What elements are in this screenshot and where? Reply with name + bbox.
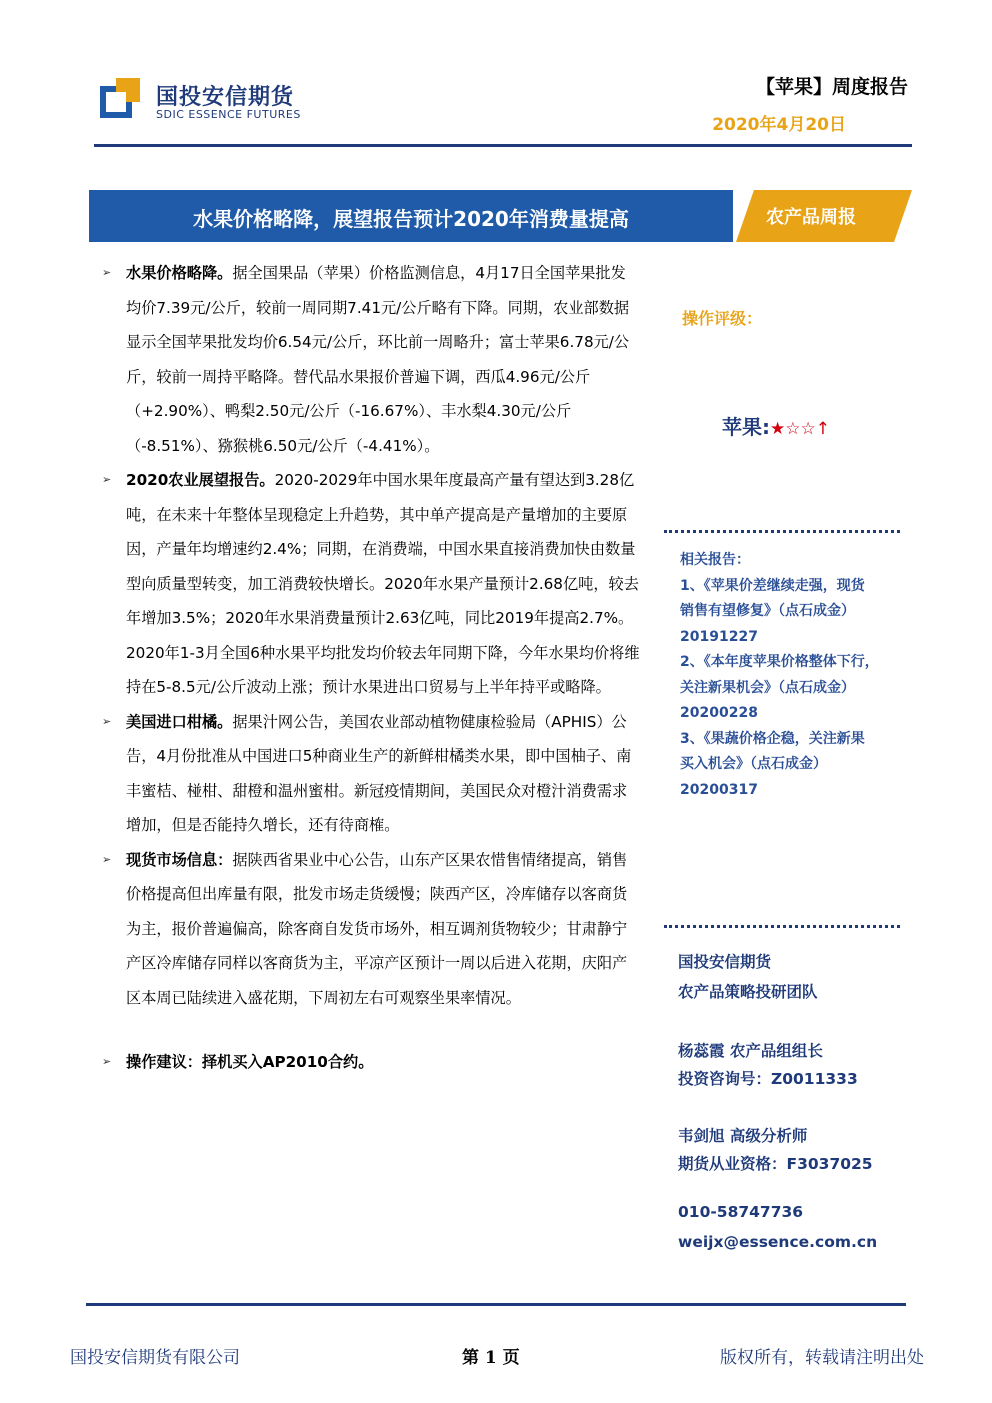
contact-phone[interactable]: 010-58747736 xyxy=(678,1203,804,1221)
related-reports xyxy=(680,548,902,803)
main-content xyxy=(100,256,640,1080)
company-name: 国投安信期货 xyxy=(678,953,772,971)
report-headline: 水果价格略降，展望报告预计2020年消费量提高 xyxy=(193,207,629,231)
team-name: 农产品策略投研团队 xyxy=(678,983,818,1001)
rating xyxy=(722,411,830,440)
bullet-text: 据果汁网公告，美国农业部动植物健康检验局（APHIS）公告，4月份批准从中国进口5种商业生产的新鲜柑橘类水果，即中国柚子、南丰蜜桔、椪柑、甜橙和温州蜜柑。新冠疫情期间，美国民众对橙汁消费需求增加，但是否能持久增长，还有待商榷。 xyxy=(126,712,632,834)
category-tag xyxy=(736,190,912,242)
page-number: 第 1 页 xyxy=(462,1348,520,1368)
bullet-us-citrus xyxy=(100,705,640,843)
bullet-advice xyxy=(100,1045,640,1080)
footer-copyright: 版权所有，转载请注明出处 xyxy=(720,1348,924,1368)
rating-label: 操作评级： xyxy=(682,309,763,328)
category-tag-label: 农产品周报 xyxy=(766,207,856,228)
related-line[interactable]: 3、《果蔬价格企稳，关注新果 xyxy=(680,730,865,747)
bullet-lead: 美国进口柑橘。 xyxy=(126,712,233,731)
related-line[interactable]: 销售有望修复》（点石成金） xyxy=(680,603,855,619)
arrow-bullet-icon: ➢ xyxy=(102,1055,112,1068)
contact-email[interactable]: weijx@essence.com.cn xyxy=(678,1233,878,1251)
company-logo xyxy=(100,78,320,126)
report-type: 【苹果】周度报告 xyxy=(755,76,908,98)
related-line[interactable]: 20191227 xyxy=(680,628,758,645)
dotted-divider xyxy=(664,530,900,533)
related-line[interactable]: 1、《苹果价差继续走强，现货 xyxy=(680,577,865,594)
dotted-divider xyxy=(664,925,900,928)
analyst1-name: 杨蕊霞 农产品组组长 xyxy=(678,1042,823,1060)
header-divider xyxy=(94,144,912,147)
related-title: 相关报告： xyxy=(680,552,750,568)
report-date: 2020年4月20日 xyxy=(712,115,846,135)
rating-stars-icon: ★☆☆↑ xyxy=(770,419,830,439)
arrow-bullet-icon: ➢ xyxy=(102,266,112,279)
related-line[interactable]: 20200228 xyxy=(680,705,758,721)
bullet-spot-market xyxy=(100,843,640,1016)
related-line[interactable]: 关注新果机会》（点石成金） xyxy=(680,679,855,696)
logo-text-cn: 国投安信期货 xyxy=(156,85,295,110)
title-banner xyxy=(89,190,733,242)
bullet-text: 据全国果品（苹果）价格监测信息，4月17日全国苹果批发均价7.39元/公斤，较前一周同期7.41元/公斤略有下降。同期，农业部数据显示全国苹果批发均价6.54元/公斤，环比前一周略升；富士苹果6.78元/公斤，较前一周持平略降。替代品水果报价普遍下调，西瓜4.96元/公斤（+2.90%）、鸭梨2.50元/公斤（-16.67%）、丰水梨4.30元/公斤（-8.51%）、猕猴桃6.50元/公斤（-4.41%）。 xyxy=(126,264,630,455)
bullet-text: 据陕西省果业中心公告，山东产区果农惜售情绪提高，销售价格提高但出库量有限，批发市场走货缓慢；陕西产区，冷库储存以客商货为主，报价普遍偏高，除客商自发货市场外，相互调剂货物较少；甘肃静宁产区冷库储存同样以客商货为主，平凉产区预计一周以后进入花期，庆阳产区本周已陆续进入盛花期，下周初左右可观察坐果率情况。 xyxy=(126,850,628,1007)
arrow-bullet-icon: ➢ xyxy=(102,473,112,486)
footer-divider xyxy=(86,1303,906,1306)
rating-name: 苹果: xyxy=(722,415,770,439)
related-line[interactable]: 2、《本年度苹果价格整体下行， xyxy=(680,654,879,670)
arrow-bullet-icon: ➢ xyxy=(102,852,112,866)
bullet-lead: 现货市场信息： xyxy=(126,850,233,869)
bullet-lead: 水果价格略降。 xyxy=(126,264,233,282)
related-line[interactable]: 买入机会》（点石成金） xyxy=(680,756,827,772)
footer-company: 国投安信期货有限公司 xyxy=(70,1348,240,1368)
arrow-bullet-icon: ➢ xyxy=(102,714,112,728)
advice-text: 操作建议：择机买入AP2010合约。 xyxy=(126,1053,374,1071)
analyst2-id: 期货从业资格：F3037025 xyxy=(678,1155,873,1173)
analyst2-name: 韦剑旭 高级分析师 xyxy=(678,1127,808,1145)
logo-text-en: SDIC ESSENCE FUTURES xyxy=(156,108,301,121)
bullet-outlook-report xyxy=(100,463,640,705)
related-line[interactable]: 20200317 xyxy=(680,781,758,798)
bullet-text: 2020-2029年中国水果年度最高产量有望达到3.28亿吨，在未来十年整体呈现稳定上升趋势，其中单产提高是产量增加的主要原因，产量年均增速约2.4%；同期，在消费端，中国水果直接消费加快由数量型向质量型转变，加工消费较快增长。2020年水果产量预计2.68亿吨，较去年增加3.5%；2020年水果消费量预计2.63亿吨，同比2019年提高2.7%。2020年1-3月全国6种水果平均批发均价较去年同期下降，今年水果均价将维持在5-8.5元/公斤波动上涨；预计水果进出口贸易与上半年持平或略降。 xyxy=(126,471,640,696)
bullet-fruit-price xyxy=(100,256,640,463)
bullet-lead: 2020农业展望报告。 xyxy=(126,471,275,489)
logo-mark-icon xyxy=(100,78,140,118)
analyst1-id: 投资咨询号：Z0011333 xyxy=(678,1070,858,1088)
